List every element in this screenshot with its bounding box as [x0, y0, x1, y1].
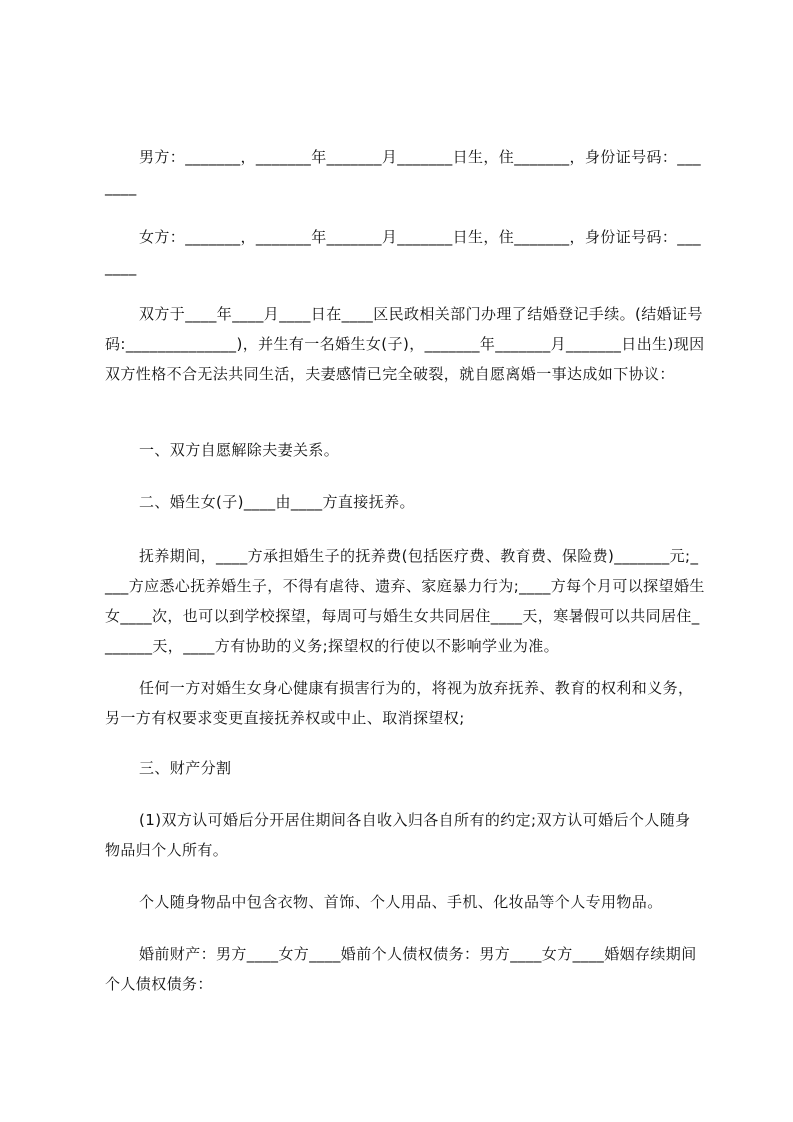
custody-change-paragraph: 任何一方对婚生女身心健康有损害行为的，将视为放弃抚养、教育的权利和义务，另一方有权要求变更直接抚养权或中止、取消探望权;: [105, 679, 694, 727]
personal-belongings-paragraph: 个人随身物品中包含衣物、首饰、个人用品、手机、化妆品等个人专用物品。: [139, 893, 663, 911]
marriage-registration-paragraph: 双方于____年____月____日在____区民政相关部门办理了结婚登记手续。(结婚证号码:______________)，并生有一名婚生女(子)，_______年_______月_______日出生)现因双方性格不合无法共同生活，夫妻感情已完全破裂，就自愿离婚一事达成如下协议：: [105, 305, 705, 383]
premarital-property-paragraph: 婚前财产：男方____女方____婚前个人债权债务：男方____女方____婚姻存续期间个人债权债务：: [105, 945, 697, 993]
property-item-1: (1)双方认可婚后分开居住期间各自收入归各自所有的约定;双方认可婚后个人随身物品归个人所有。: [105, 811, 691, 859]
male-party-info: 男方：_______，_______年_______月_______日生，住_______，身份证号码：_______: [105, 148, 702, 196]
female-party-info: 女方：_______，_______年_______月_______日生，住_______，身份证号码：_______: [105, 228, 702, 276]
clause-2-custody: 二、婚生女(子)____由____方直接抚养。: [139, 493, 415, 511]
clause-1-dissolve-marriage: 一、双方自愿解除夫妻关系。: [139, 441, 340, 459]
child-support-paragraph: 抚养期间，____方承担婚生子的抚养费(包括医疗费、教育费、保险费)_______元;____方应悉心抚养婚生子，不得有虐待、遗弃、家庭暴力行为;____方每个月可以探望婚生女____次，也可以到学校探望，每周可与婚生女共同居住____天，寒暑假可以共同居住_______天，____方有协助的义务;探望权的行使以不影响学业为准。: [105, 547, 705, 655]
clause-3-property-heading: 三、财产分割: [139, 759, 232, 777]
